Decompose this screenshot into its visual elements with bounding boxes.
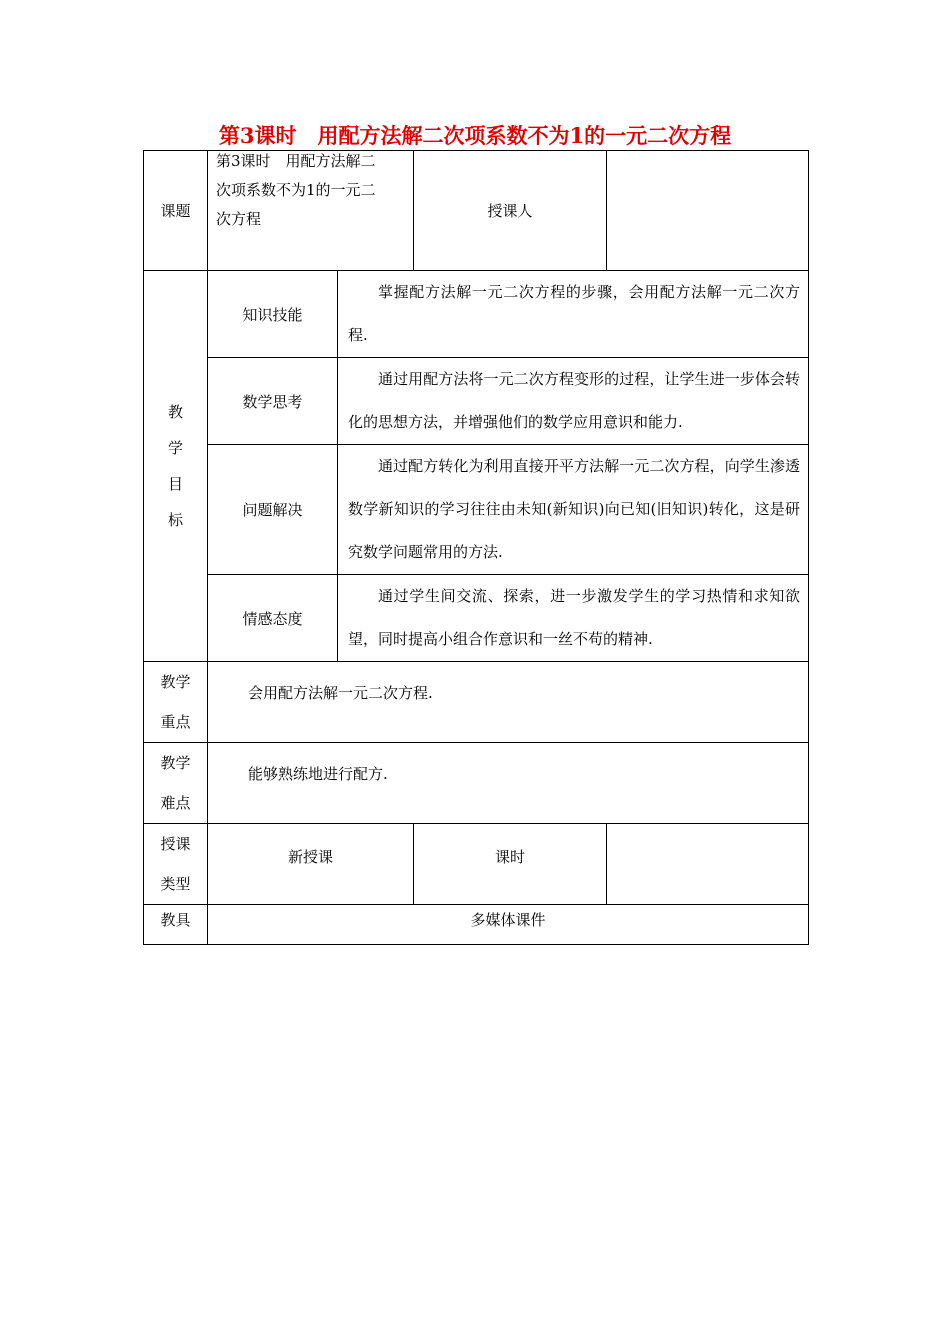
- topic-row: [144, 151, 809, 271]
- objectives-label-char: 标: [167, 511, 183, 529]
- tools-row: [144, 905, 809, 945]
- lesson-type-label-line: 类型: [160, 875, 191, 893]
- objective-row: [144, 271, 809, 358]
- page-title: 第3课时 用配方法解二次项系数不为1的一元二次方程: [218, 123, 732, 148]
- objectives-label: [144, 271, 208, 662]
- objective-row: [144, 358, 809, 445]
- topic-line: 第3课时 用配方法解二: [216, 152, 376, 170]
- teacher-value: [607, 151, 809, 271]
- topic-line: 次项系数不为1的一元二: [216, 181, 376, 199]
- key-point-label-line: 教学: [160, 673, 191, 691]
- difficulty-label-line: 难点: [160, 794, 191, 812]
- objective-text: 通过用配方法将一元二次方程变形的过程，让学生进一步体会转化的思想方法，并增强他们的数学应用意识和能力.: [338, 358, 809, 445]
- difficulty-label: [144, 743, 208, 824]
- objective-text: 通过学生间交流、探索，进一步激发学生的学习热情和求知欲望，同时提高小组合作意识和一丝不苟的精神.: [338, 575, 809, 662]
- objective-name: 知识技能: [208, 271, 338, 358]
- difficulty-label-line: 教学: [160, 754, 191, 772]
- objective-text: 掌握配方法解一元二次方程的步骤，会用配方法解一元二次方程.: [338, 271, 809, 358]
- objective-row: [144, 445, 809, 575]
- tools-label: 教具: [144, 905, 208, 945]
- lesson-hours-label: 课时: [414, 824, 607, 905]
- lesson-type-label-line: 授课: [160, 835, 191, 853]
- key-point-label-line: 重点: [160, 713, 191, 731]
- lesson-hours-value: [607, 824, 809, 905]
- tools-value: 多媒体课件: [208, 905, 809, 945]
- lesson-plan-table: [143, 150, 809, 945]
- topic-value: [208, 151, 414, 271]
- objectives-label-char: 目: [167, 475, 183, 493]
- key-point-text: 会用配方法解一元二次方程.: [208, 662, 809, 743]
- lesson-type-label: [144, 824, 208, 905]
- difficulty-row: [144, 743, 809, 824]
- objectives-label-char: 教: [167, 403, 183, 421]
- topic-label: 课题: [144, 151, 208, 271]
- difficulty-text: 能够熟练地进行配方.: [208, 743, 809, 824]
- objective-row: [144, 575, 809, 662]
- objective-name: 数学思考: [208, 358, 338, 445]
- lesson-type-row: [144, 824, 809, 905]
- objective-text: 通过配方转化为利用直接开平方法解一元二次方程，向学生渗透数学新知识的学习往往由未知(新知识)向已知(旧知识)转化，这是研究数学问题常用的方法.: [338, 445, 809, 575]
- topic-line: 次方程: [216, 210, 262, 228]
- objectives-label-char: 学: [167, 439, 183, 457]
- lesson-type-value: 新授课: [208, 824, 414, 905]
- teacher-label: 授课人: [414, 151, 607, 271]
- key-point-row: [144, 662, 809, 743]
- objective-name: 情感态度: [208, 575, 338, 662]
- objective-name: 问题解决: [208, 445, 338, 575]
- key-point-label: [144, 662, 208, 743]
